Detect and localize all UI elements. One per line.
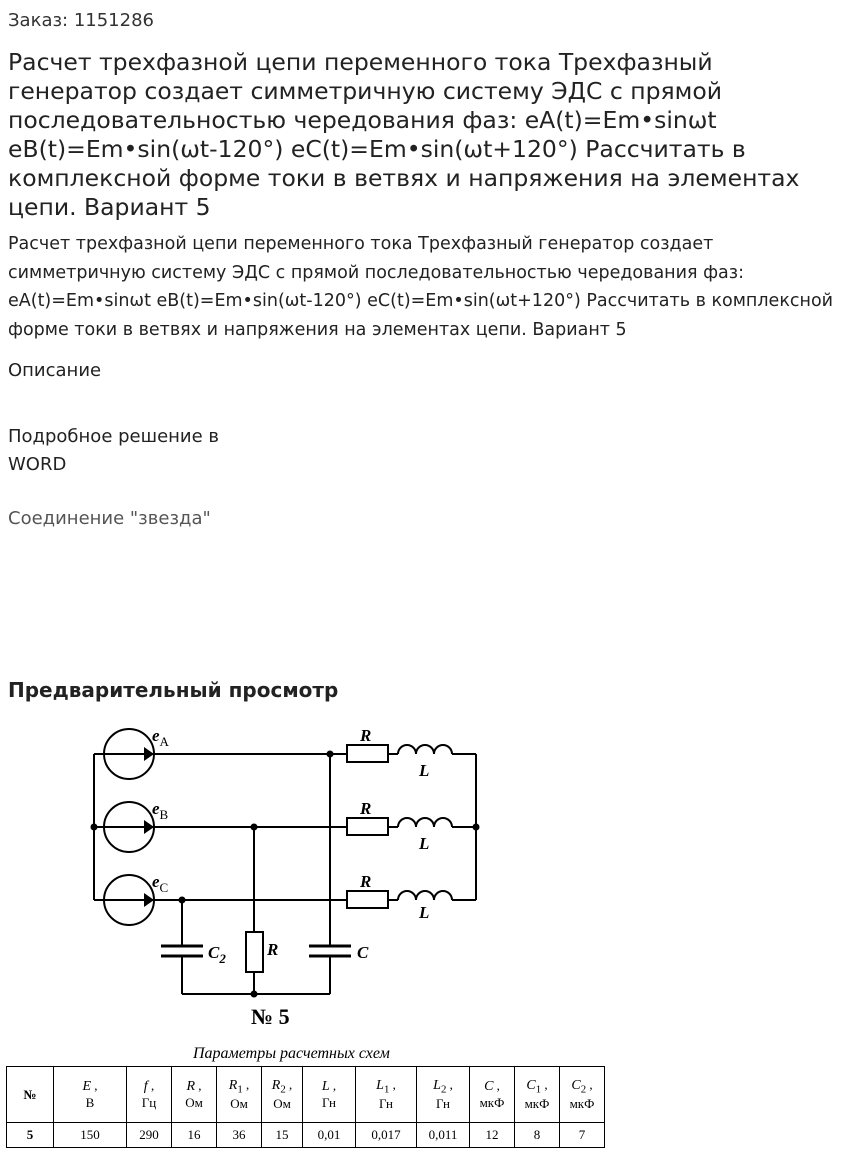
table-caption: Параметры расчетных схем <box>193 1045 390 1062</box>
source-a-label: $e_A$ <box>152 726 169 749</box>
cell-l1: 0,017 <box>356 1123 417 1148</box>
header-l: L , Гн <box>303 1067 356 1123</box>
cell-r2: 15 <box>262 1123 303 1148</box>
header-r2: $R_2$ , Ом <box>262 1067 303 1123</box>
resistor-r-bottom-label: R <box>267 940 279 959</box>
cell-c: 12 <box>470 1123 515 1148</box>
header-c1: $C_1$ , мкФ <box>515 1067 560 1123</box>
parameters-table <box>6 1066 605 1148</box>
cell-num: 5 <box>7 1123 54 1148</box>
cell-r: 16 <box>172 1123 217 1148</box>
inductor-a-label: L <box>419 761 430 780</box>
lead-text: Расчет трехфазной цепи переменного тока Трехфазный генератор создает симметричную систему ЭДС с прямой последовательностью чередования фаз: eA(t)=Em•sinωt eB(t)=Em•sin(ωt-120°) eC(t)=Em•sin(ωt+120°) Рассчитать в комплексной форме токи в ветвях и напряжения на элементах цепи. Вариант 5 <box>8 234 834 340</box>
inductor-a <box>398 745 452 754</box>
scheme-caption: № 5 <box>251 1004 290 1029</box>
header-f: f , Гц <box>127 1067 172 1123</box>
description-body: Подробное решение в WORD <box>8 426 220 475</box>
header-num: № <box>7 1067 54 1123</box>
capacitor-c-label: C <box>357 943 369 962</box>
preview-heading: Предварительный просмотр <box>8 678 339 702</box>
page-title: Расчет трехфазной цепи переменного тока Трехфазный генератор создает симметричную систему ЭДС с прямой последовательностью чередования фаз: eA(t)=Em•sinωt eB(t)=Em•sin(ωt-120°) eC(t)=Em•sin(ωt+120°) Рассчитать в комплексной форме токи в ветвях и напряжения на элементах цепи. Вариант 5 <box>8 48 800 221</box>
inductor-b-label: L <box>419 834 430 853</box>
cell-l2: 0,011 <box>417 1123 470 1148</box>
resistor-c-label: R <box>360 872 372 891</box>
inductor-b <box>398 818 452 827</box>
resistor-r-bottom <box>246 932 263 972</box>
resistor-a <box>347 745 388 762</box>
header-l1: $L_1$ , Гн <box>356 1067 417 1123</box>
cell-f: 290 <box>127 1123 172 1148</box>
source-b-label: $e_B$ <box>152 799 169 822</box>
inductor-c <box>398 891 452 900</box>
header-r: R , Ом <box>172 1067 217 1123</box>
connection-type: Соединение "звезда" <box>8 508 211 529</box>
header-c2: $C_2$ , мкФ <box>560 1067 605 1123</box>
resistor-a-label: R <box>360 726 372 745</box>
order-number: Заказ: 1151286 <box>8 10 154 31</box>
table-row <box>7 1123 605 1148</box>
cell-l: 0,01 <box>303 1123 356 1148</box>
cell-c2: 7 <box>560 1123 605 1148</box>
inductor-c-label: L <box>419 903 430 922</box>
table-header-row <box>7 1067 605 1123</box>
header-r1: $R_1$ , Ом <box>217 1067 262 1123</box>
cell-e: 150 <box>54 1123 127 1148</box>
capacitor-c2-label: $C_2$ <box>208 943 226 966</box>
resistor-b-label: R <box>360 799 372 818</box>
source-c-label: $e_C$ <box>152 872 169 895</box>
resistor-b <box>347 818 388 835</box>
cell-r1: 36 <box>217 1123 262 1148</box>
cell-c1: 8 <box>515 1123 560 1148</box>
header-c: C , мкФ <box>470 1067 515 1123</box>
resistor-c <box>347 891 388 908</box>
header-e: E , В <box>54 1067 127 1123</box>
description-heading: Описание <box>8 360 102 381</box>
header-l2: $L_2$ , Гн <box>417 1067 470 1123</box>
